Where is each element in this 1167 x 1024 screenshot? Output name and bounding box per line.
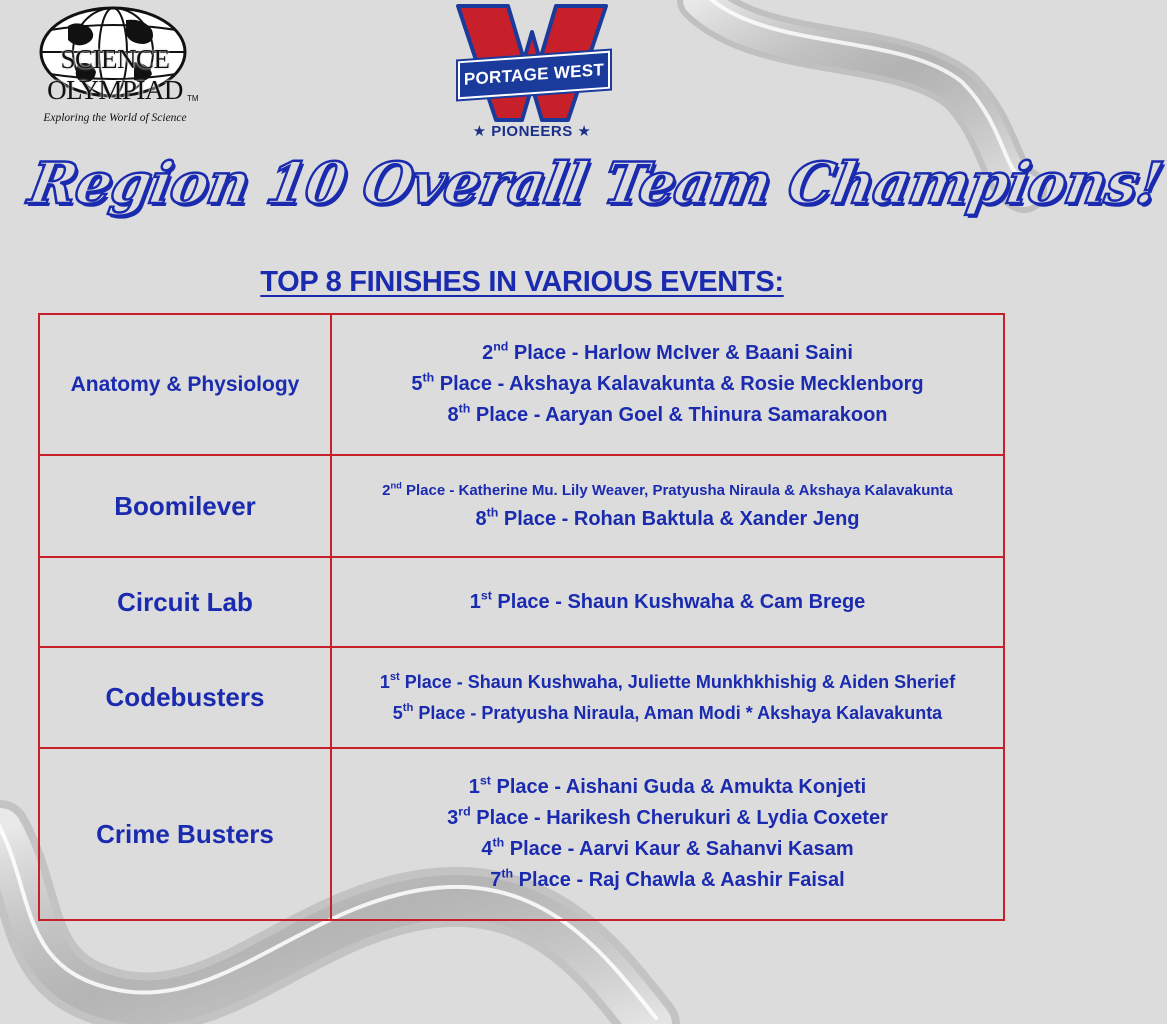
portage-west-logo <box>452 4 612 144</box>
table-row <box>39 557 1004 647</box>
result-line: 5th Place - Pratyusha Niraula, Aman Modi * Akshaya Kalavakunta <box>392 701 943 723</box>
page-title: Region 10 Overall Team Champions! <box>24 150 1167 217</box>
result-line: 4th Place - Aarvi Kaur & Sahanvi Kasam <box>481 835 854 860</box>
result-line: 5th Place - Akshaya Kalavakunta & Rosie Mecklenborg <box>411 370 924 395</box>
event-name: Anatomy & Physiology <box>39 314 331 455</box>
result-line: 1st Place - Shaun Kushwaha, Juliette Munkhkhishig & Aiden Sherief <box>379 670 956 692</box>
pioneers-label: ★ PIONEERS ★ <box>472 123 592 140</box>
science-olympiad-logo <box>0 4 230 126</box>
table-row <box>39 748 1004 920</box>
table-row <box>39 647 1004 748</box>
event-name: Circuit Lab <box>39 557 331 647</box>
result-line: 1st Place - Shaun Kushwaha & Cam Brege <box>469 587 866 613</box>
science-olympiad-tagline: Exploring the World of Science <box>43 112 187 124</box>
event-name: Codebusters <box>39 647 331 748</box>
table-row <box>39 314 1004 455</box>
result-line: 2nd Place - Katherine Mu. Lily Weaver, Pratyusha Niraula & Akshaya Kalavakunta <box>382 480 953 499</box>
event-results <box>331 647 1004 748</box>
event-name: Crime Busters <box>39 748 331 920</box>
science-olympiad-wordmark: SCIENCE OLYMPIAD <box>47 44 183 105</box>
result-line: 8th Place - Rohan Baktula & Xander Jeng <box>475 504 860 530</box>
trademark-symbol: TM <box>187 94 199 103</box>
portage-west-banner: PORTAGE WEST <box>458 51 610 100</box>
result-line: 2nd Place - Harlow McIver & Baani Saini <box>482 339 853 364</box>
result-line: 7th Place - Raj Chawla & Aashir Faisal <box>490 866 845 891</box>
result-line: 3rd Place - Harikesh Cherukuri & Lydia Coxeter <box>447 804 888 829</box>
event-results <box>331 314 1004 455</box>
section-heading: TOP 8 FINISHES IN VARIOUS EVENTS: <box>260 266 784 298</box>
results-table <box>38 313 1005 921</box>
event-name: Boomilever <box>39 455 331 557</box>
event-results <box>331 557 1004 647</box>
event-results <box>331 455 1004 557</box>
result-line: 8th Place - Aaryan Goel & Thinura Samarakoon <box>447 401 888 426</box>
table-row <box>39 455 1004 557</box>
result-line: 1st Place - Aishani Guda & Amukta Konjeti <box>468 773 867 798</box>
event-results <box>331 748 1004 920</box>
